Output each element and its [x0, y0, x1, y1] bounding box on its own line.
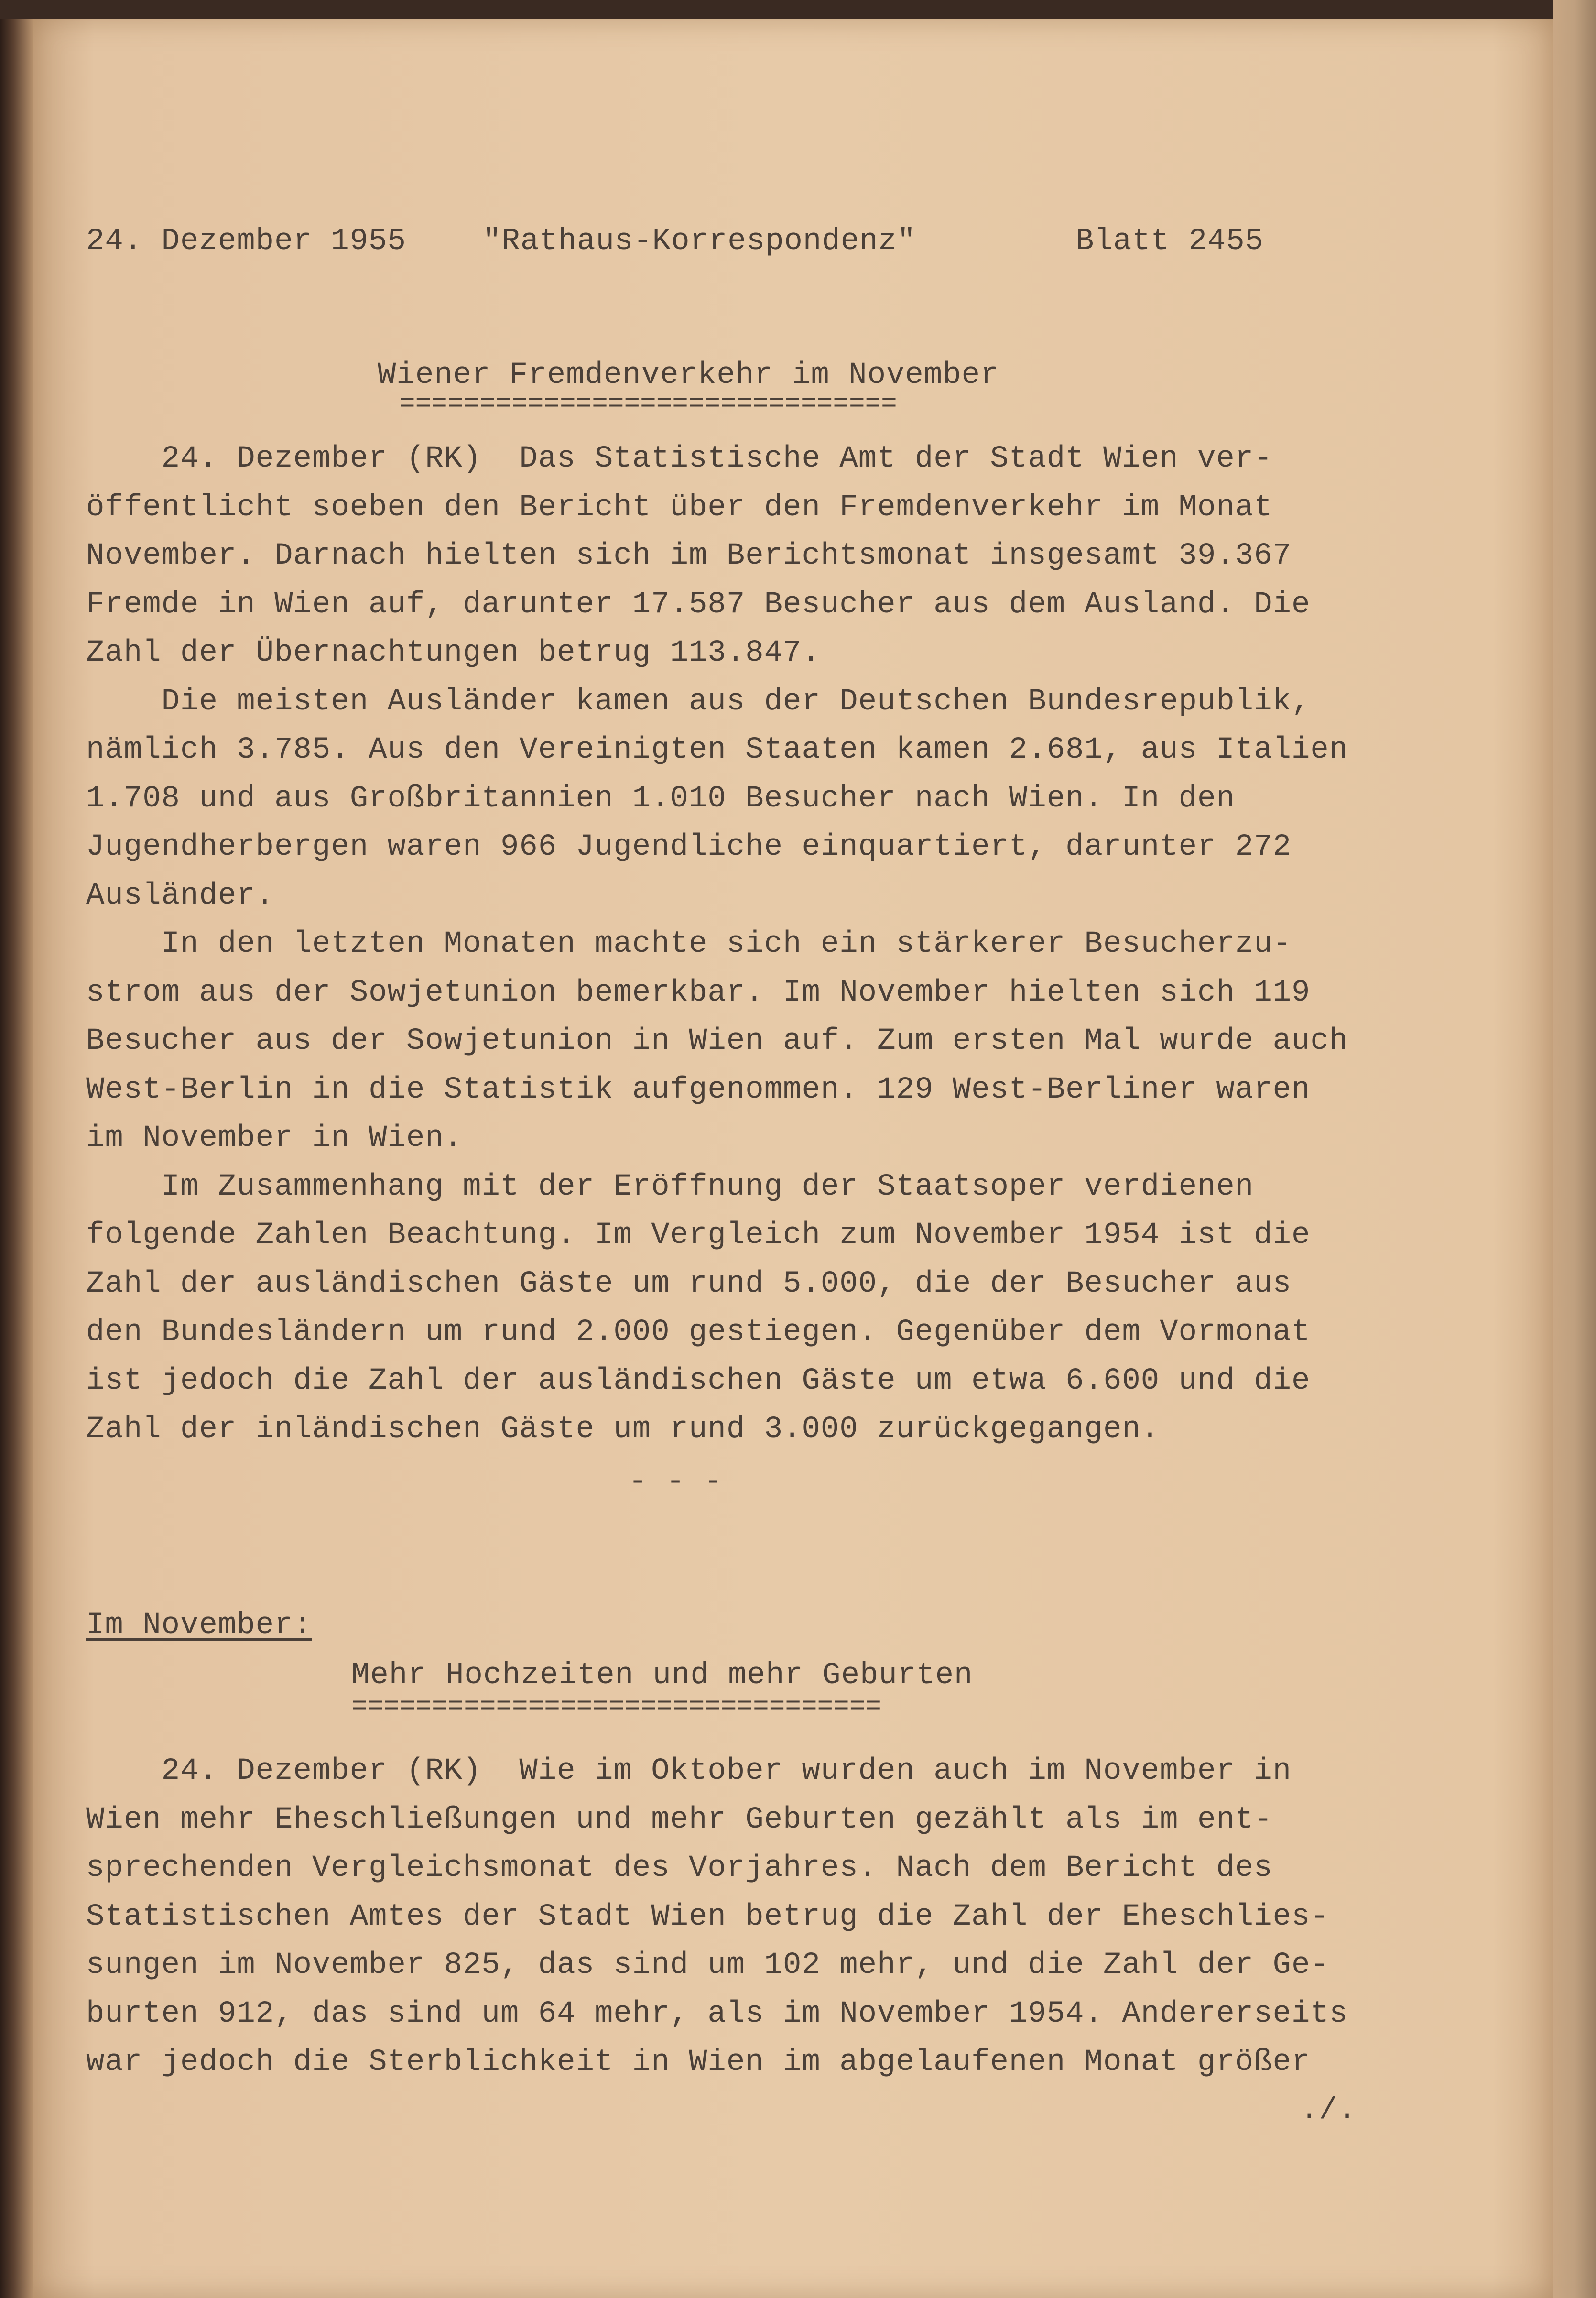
article-separator: - - -	[629, 1465, 723, 1499]
header-publication: "Rathaus-Korrespondenz"	[483, 224, 916, 259]
article2-title-rule: =================================	[351, 1691, 881, 1722]
article2-title: Mehr Hochzeiten und mehr Geburten	[351, 1658, 973, 1693]
article1-title-rule: ===============================	[399, 389, 897, 419]
article2-label: Im November:	[86, 1608, 312, 1643]
page-edge-stack	[1553, 0, 1596, 2298]
header-sheet-number: Blatt 2455	[1075, 224, 1264, 259]
book-binding-shadow	[0, 19, 33, 2298]
article1-body: 24. Dezember (RK) Das Statistische Amt der Stadt Wien ver- öffentlicht soeben den Bericht über den Fremdenverkehr im Monat November. Darnach hielten sich im Berichtsmonat insgesamt 39.367 Fremde in Wien auf, darunter 17.587 Besucher aus dem Ausland. Die Zahl der Übernachtungen betrug 113.847. Die meisten Ausländer kamen aus der Deutschen Bundesrepublik, nämlich 3.785. Aus den Vereinigten Staaten kamen 2.681, aus Italien 1.708 und aus Großbritannien 1.010 Besucher nach Wien. In den Jugendherbergen waren 966 Jugendliche einquartiert, darunter 272 Ausländer. In den letzten Monaten machte sich ein stärkerer Besucherzu- strom aus der Sowjetunion bemerkbar. Im November hielten sich 119 Besucher aus der Sowjetunion in Wien auf. Zum ersten Mal wurde auch West-Berlin in die Statistik aufgenommen. 129 West-Berliner waren im November in Wien. Im Zusammenhang mit der Eröffnung der Staatsoper verdienen folgende Zahlen Beachtung. Im Vergleich zum November 1954 ist die Zahl der ausländischen Gäste um rund 5.000, die der Besucher aus den Bundesländern um rund 2.000 gestiegen. Gegenüber dem Vormonat ist jedoch die Zahl der ausländischen Gäste um etwa 6.600 und die Zahl der inländischen Gäste um rund 3.000 zurückgegangen.	[86, 442, 1348, 1447]
continuation-mark: ./.	[1300, 2093, 1357, 2128]
article2-body: 24. Dezember (RK) Wie im Oktober wurden auch im November in Wien mehr Eheschließungen und mehr Geburten gezählt als im ent- sprechenden Vergleichsmonat des Vorjahres. Nach dem Bericht des Statistischen Amtes der Stadt Wien betrug die Zahl der Eheschlies- sungen im November 825, das sind um 102 mehr, und die Zahl der Ge- burten 912, das sind um 64 mehr, als im November 1954. Andererseits war jedoch die Sterblichkeit in Wien im abgelaufenen Monat größer	[86, 1754, 1348, 2080]
article1-title: Wiener Fremdenverkehr im November	[378, 358, 999, 392]
header-date: 24. Dezember 1955	[86, 224, 406, 259]
